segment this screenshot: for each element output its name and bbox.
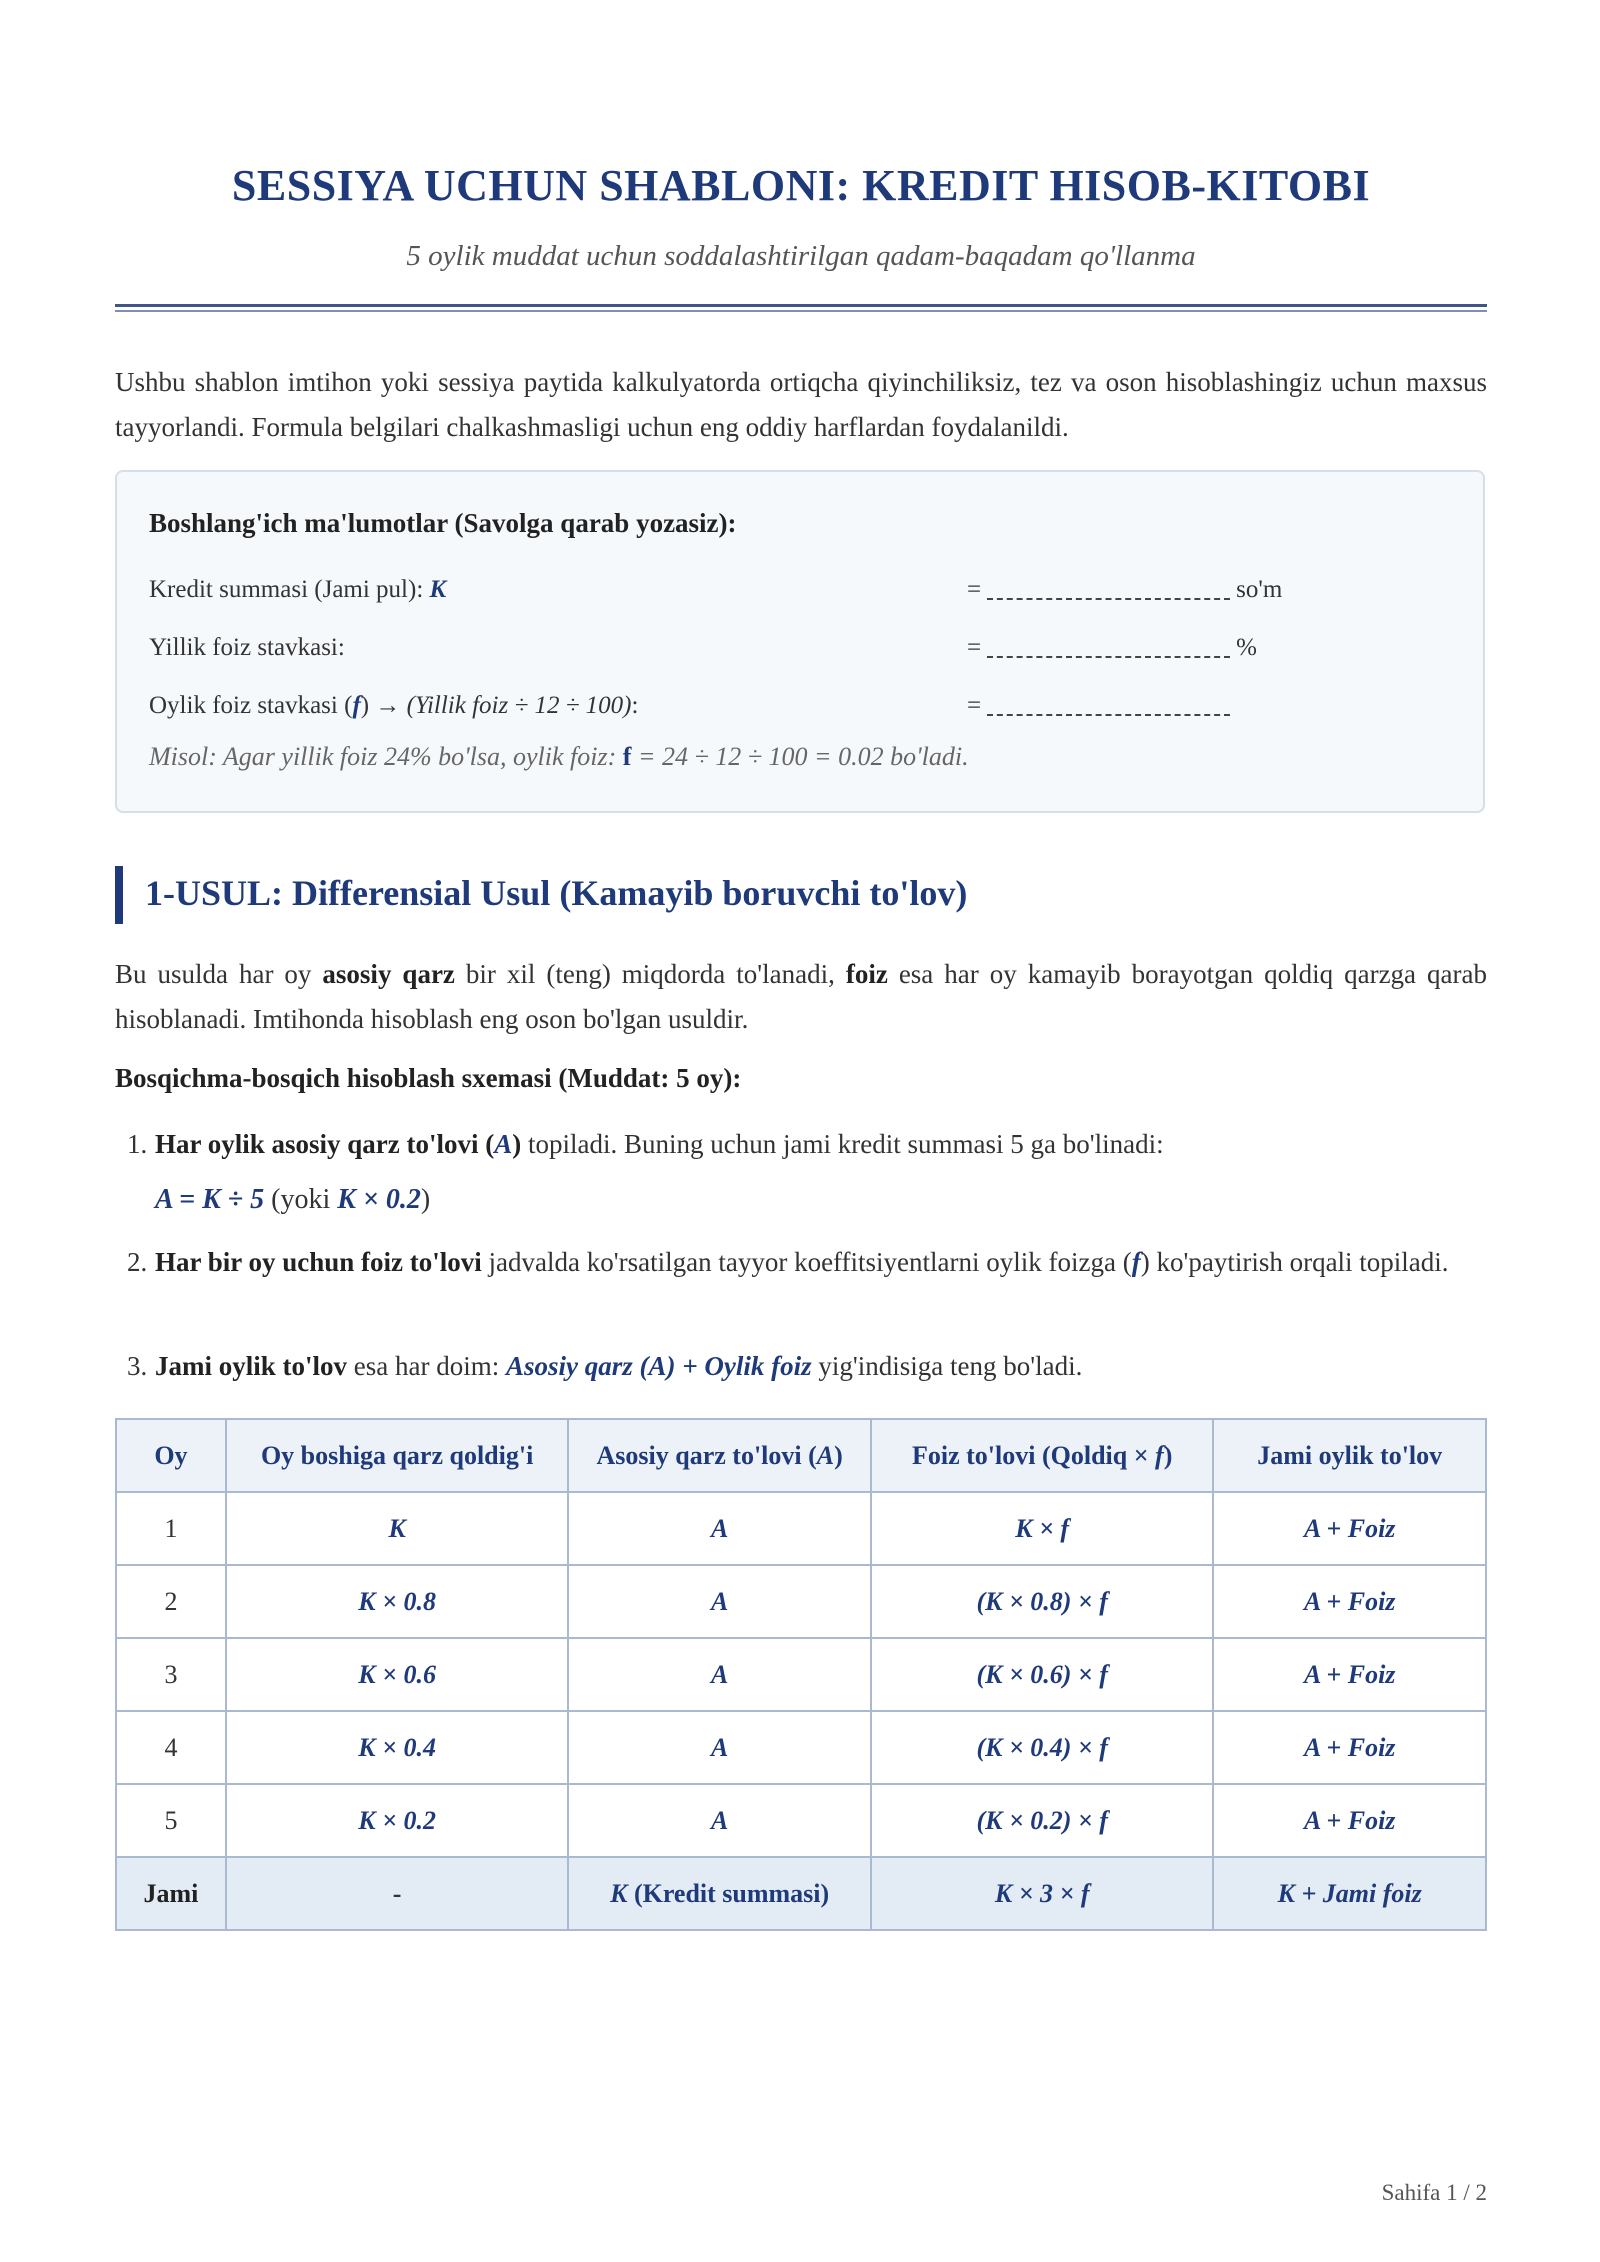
- table-row: 4 K × 0.4 A (K × 0.4) × f A + Foiz: [116, 1711, 1486, 1784]
- info-input-line[interactable]: = so'm: [967, 576, 1283, 603]
- title-divider-secondary: [115, 310, 1487, 312]
- header-interest: Foiz to'lovi (Qoldiq × f): [871, 1419, 1213, 1492]
- table-row: 1 K A K × f A + Foiz: [116, 1492, 1486, 1565]
- info-row-monthly-rate: [149, 692, 1449, 732]
- initial-data-box: [115, 470, 1485, 813]
- info-label: Yillik foiz stavkasi:: [149, 634, 345, 661]
- table-row: 2 K × 0.8 A (K × 0.8) × f A + Foiz: [116, 1565, 1486, 1638]
- section-heading-method-1: [115, 866, 1487, 924]
- info-input-line[interactable]: = %: [967, 634, 1257, 661]
- info-label: Kredit summasi (Jami pul): K: [149, 576, 447, 603]
- info-label: Oylik foiz stavkasi (f) → (Yillik foiz ÷ 12 ÷ 100):: [149, 692, 639, 719]
- table-row: 3 K × 0.6 A (K × 0.6) × f A + Foiz: [116, 1638, 1486, 1711]
- page-subtitle: 5 oylik muddat uchun soddalashtirilgan qadam-baqadam qo'llanma: [406, 240, 1196, 272]
- page-number: Sahifa 1 / 2: [1381, 2180, 1487, 2205]
- info-row-annual-rate: [149, 634, 1449, 674]
- section-title: 1-USUL: Differensial Usul (Kamayib boruvchi to'lov): [145, 873, 968, 913]
- table-total-row: Jami - K (Kredit summasi) K × 3 × f K + Jami foiz: [116, 1857, 1486, 1930]
- steps-subheading: Bosqichma-bosqich hisoblash sxemasi (Muddat: 5 oy):: [115, 1063, 742, 1093]
- header-principal: Asosiy qarz to'lovi (A): [568, 1419, 871, 1492]
- info-input-line[interactable]: =: [967, 692, 1236, 720]
- title-divider: [115, 304, 1487, 307]
- intro-paragraph: Ushbu shablon imtihon yoki sessiya paytida kalkulyatorda ortiqcha qiyinchiliksiz, tez va oson hisoblashingiz uchun maxsus tayyorlandi. Formula belgilari chalkashmasligi uchun eng oddiy harflardan foydalanildi.: [115, 367, 1487, 442]
- table-row: 5 K × 0.2 A (K × 0.2) × f A + Foiz: [116, 1784, 1486, 1857]
- header-balance: Oy boshiga qarz qoldig'i: [226, 1419, 568, 1492]
- header-month: Oy: [116, 1419, 226, 1492]
- payment-table: [115, 1418, 1487, 1931]
- infobox-title: Boshlang'ich ma'lumotlar (Savolga qarab yozasiz):: [149, 508, 737, 538]
- method-description: Bu usulda har oy asosiy qarz bir xil (teng) miqdorda to'lanadi, foiz esa har oy kamayib borayotgan qoldiq qarzga qarab hisoblanadi. Imtihonda hisoblash eng oson bo'lgan usuldir.: [115, 959, 1487, 1034]
- info-row-credit-sum: [149, 576, 1449, 616]
- formula: A = K ÷ 5 (yoki K × 0.2): [155, 1184, 431, 1215]
- header-total: Jami oylik to'lov: [1213, 1419, 1486, 1492]
- table-header-row: [116, 1419, 1486, 1492]
- page-title: SESSIYA UCHUN SHABLONI: KREDIT HISOB-KITOBI: [231, 161, 1371, 210]
- example-note: Misol: Agar yillik foiz 24% bo'lsa, oylik foiz: f = 24 ÷ 12 ÷ 100 = 0.02 bo'ladi.: [149, 742, 969, 771]
- section-accent-bar: [115, 866, 123, 924]
